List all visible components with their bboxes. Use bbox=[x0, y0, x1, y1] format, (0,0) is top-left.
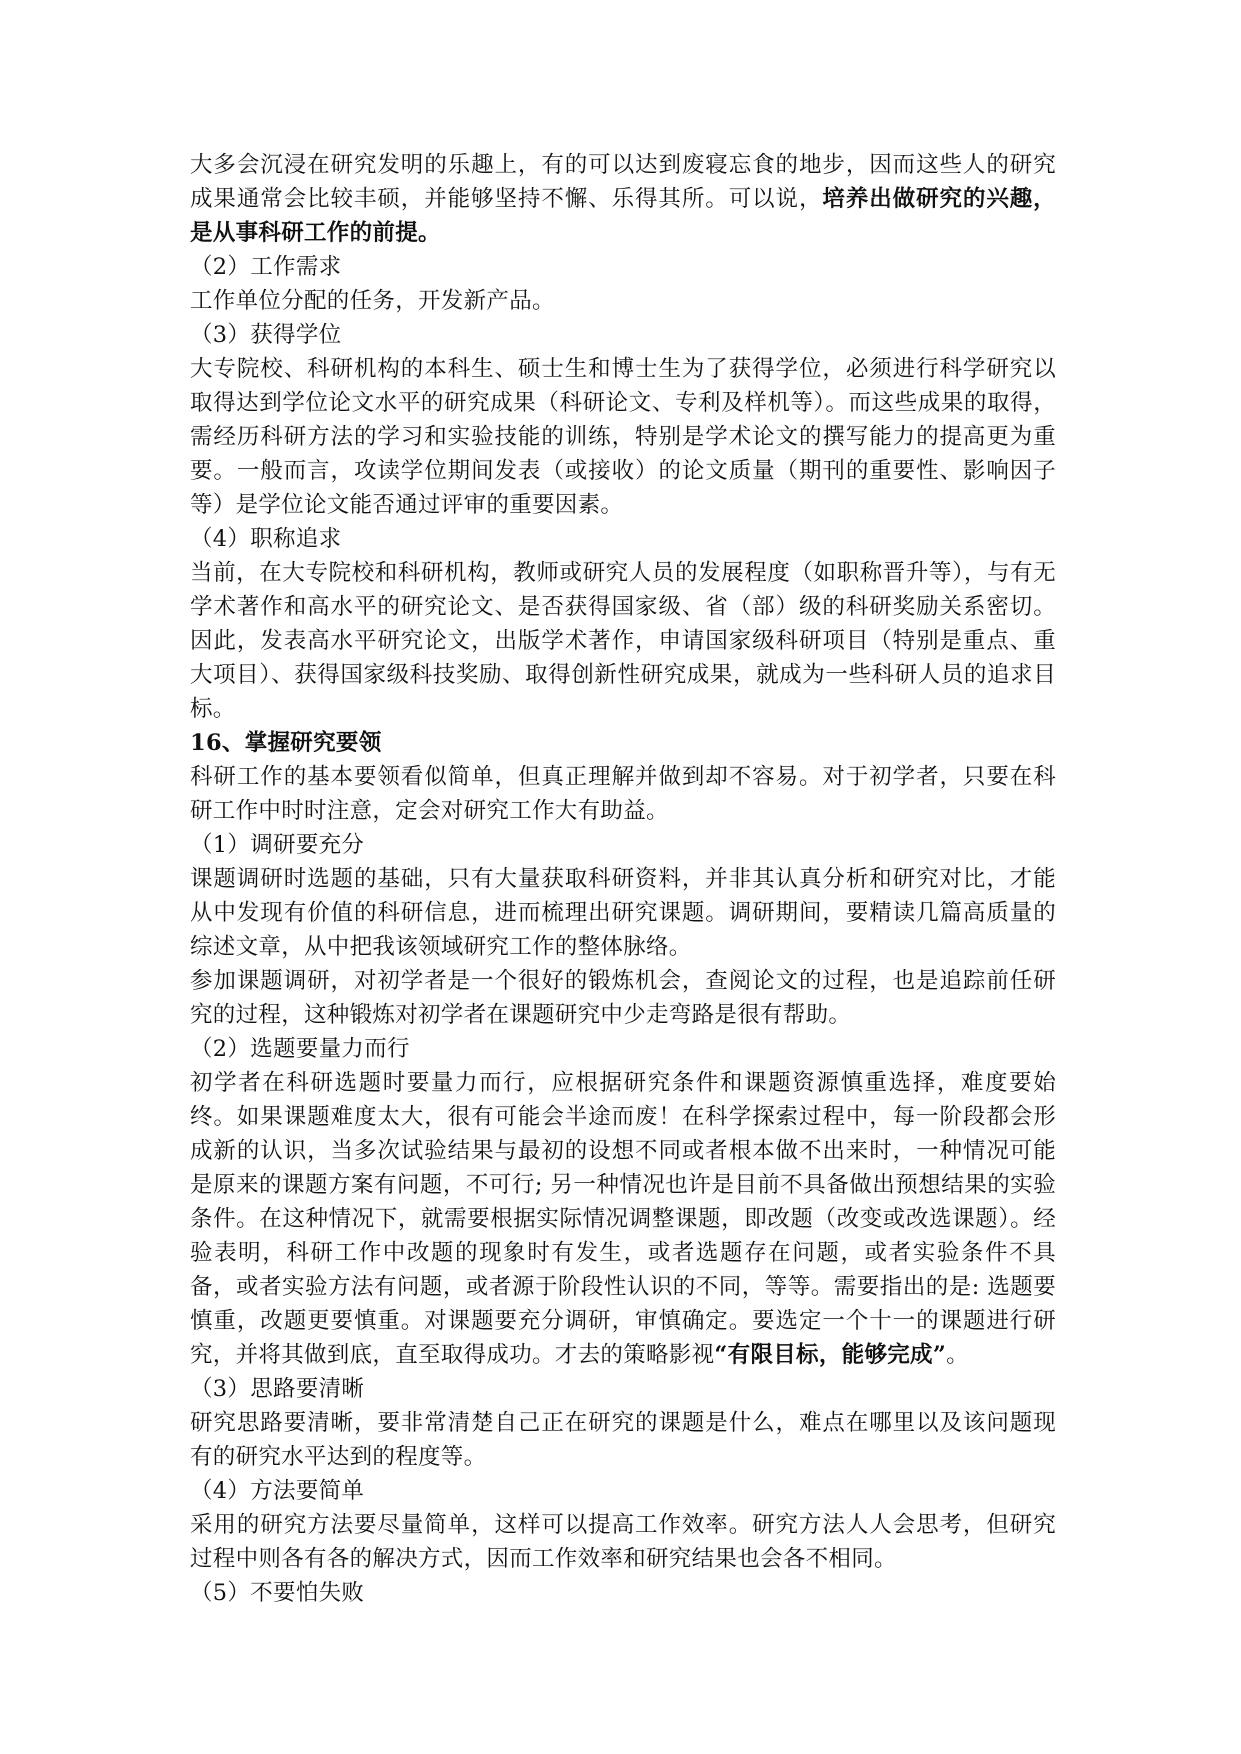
degree-body: 大专院校、科研机构的本科生、硕士生和博士生为了获得学位，必须进行科学研究以取得达到学位论文水平的研究成果（科研论文、专利及样机等）。而这些成果的取得，需经历科研方法的学习和实验技能的训练，特别是学术论文的撰写能力的提高更为重要。一般而言，攻读学位期间发表（或接收）的论文质量（期刊的重要性、影响因子等）是学位论文能否通过评审的重要因素。 bbox=[190, 356, 1056, 518]
intro-text: 大多会沉浸在研究发明的乐趣上，有的可以达到废寝忘食的地步，因而这些人的研究成果通常会比较丰硕，并能够坚持不懈、乐得其所。可以说， bbox=[190, 152, 1056, 212]
section-16-heading: 16、掌握研究要领 bbox=[190, 730, 382, 756]
work-need-title: （2）工作需求 bbox=[190, 254, 342, 280]
clarity-title: （3）思路要清晰 bbox=[190, 1376, 365, 1402]
method-title: （4）方法要简单 bbox=[190, 1478, 365, 1504]
section-16-intro: 科研工作的基本要领看似简单，但真正理解并做到却不容易。对于初学者，只要在科研工作中时时注意，定会对研究工作大有助益。 bbox=[190, 764, 1056, 824]
degree-title: （3）获得学位 bbox=[190, 322, 342, 348]
topic-title: （2）选题要量力而行 bbox=[190, 1036, 410, 1062]
topic-paragraph bbox=[190, 1066, 1056, 1372]
failure-title: （5）不要怕失败 bbox=[190, 1580, 365, 1606]
title-pursuit-body: 当前，在大专院校和科研机构，教师或研究人员的发展程度（如职称晋升等），与有无学术著作和高水平的研究论文、是否获得国家级、省（部）级的科研奖励关系密切。因此，发表高水平研究论文，出版学术著作，申请国家级科研项目（特别是重点、重大项目）、获得国家级科技奖励、取得创新性研究成果，就成为一些科研人员的追求目标。 bbox=[190, 560, 1056, 722]
document-page bbox=[190, 148, 1056, 1610]
intro-bold-text: 培养出做研究的兴趣，是从事科研工作的前提。 bbox=[190, 186, 1056, 246]
topic-bold-text: “有限目标，能够完成” bbox=[714, 1342, 947, 1368]
method-body: 采用的研究方法要尽量简单，这样可以提高工作效率。研究方法人人会思考，但研究过程中则各有各的解决方式，因而工作效率和研究结果也会各不相同。 bbox=[190, 1512, 1056, 1572]
title-pursuit-title: （4）职称追求 bbox=[190, 526, 342, 552]
research-title: （1）调研要充分 bbox=[190, 832, 365, 858]
research-body-1: 课题调研时选题的基础，只有大量获取科研资料，并非其认真分析和研究对比，才能从中发现有价值的科研信息，进而梳理出研究课题。调研期间，要精读几篇高质量的综述文章，从中把我该领域研究工作的整体脉络。 bbox=[190, 866, 1056, 960]
topic-tail: 。 bbox=[946, 1342, 969, 1368]
topic-body: 初学者在科研选题时要量力而行，应根据研究条件和课题资源慎重选择，难度要始终。如果课题难度太大，很有可能会半途而废！在科学探索过程中，每一阶段都会形成新的认识，当多次试验结果与最初的设想不同或者根本做不出来时，一种情况可能是原来的课题方案有问题，不可行; 另一种情况也许是目前不具备做出预想结果的实验条件。在这种情况下，就需要根据实际情况调整课题，即改题（改变或改选课题）。经验表明，科研工作中改题的现象时有发生，或者选题存在问题，或者实验条件不具备，或者实验方法有问题，或者源于阶段性认识的不同，等等。需要指出的是: 选题要慎重，改题更要慎重。对课题要充分调研，审慎确定。要选定一个十一的课题进行研究，并将其做到底，直至取得成功。才去的策略影视 bbox=[190, 1070, 1056, 1368]
intro-paragraph bbox=[190, 148, 1056, 250]
clarity-body: 研究思路要清晰，要非常清楚自己正在研究的课题是什么，难点在哪里以及该问题现有的研究水平达到的程度等。 bbox=[190, 1410, 1056, 1470]
research-body-2: 参加课题调研，对初学者是一个很好的锻炼机会，查阅论文的过程，也是追踪前任研究的过程，这种锻炼对初学者在课题研究中少走弯路是很有帮助。 bbox=[190, 968, 1056, 1028]
work-need-body: 工作单位分配的任务，开发新产品。 bbox=[190, 288, 555, 314]
